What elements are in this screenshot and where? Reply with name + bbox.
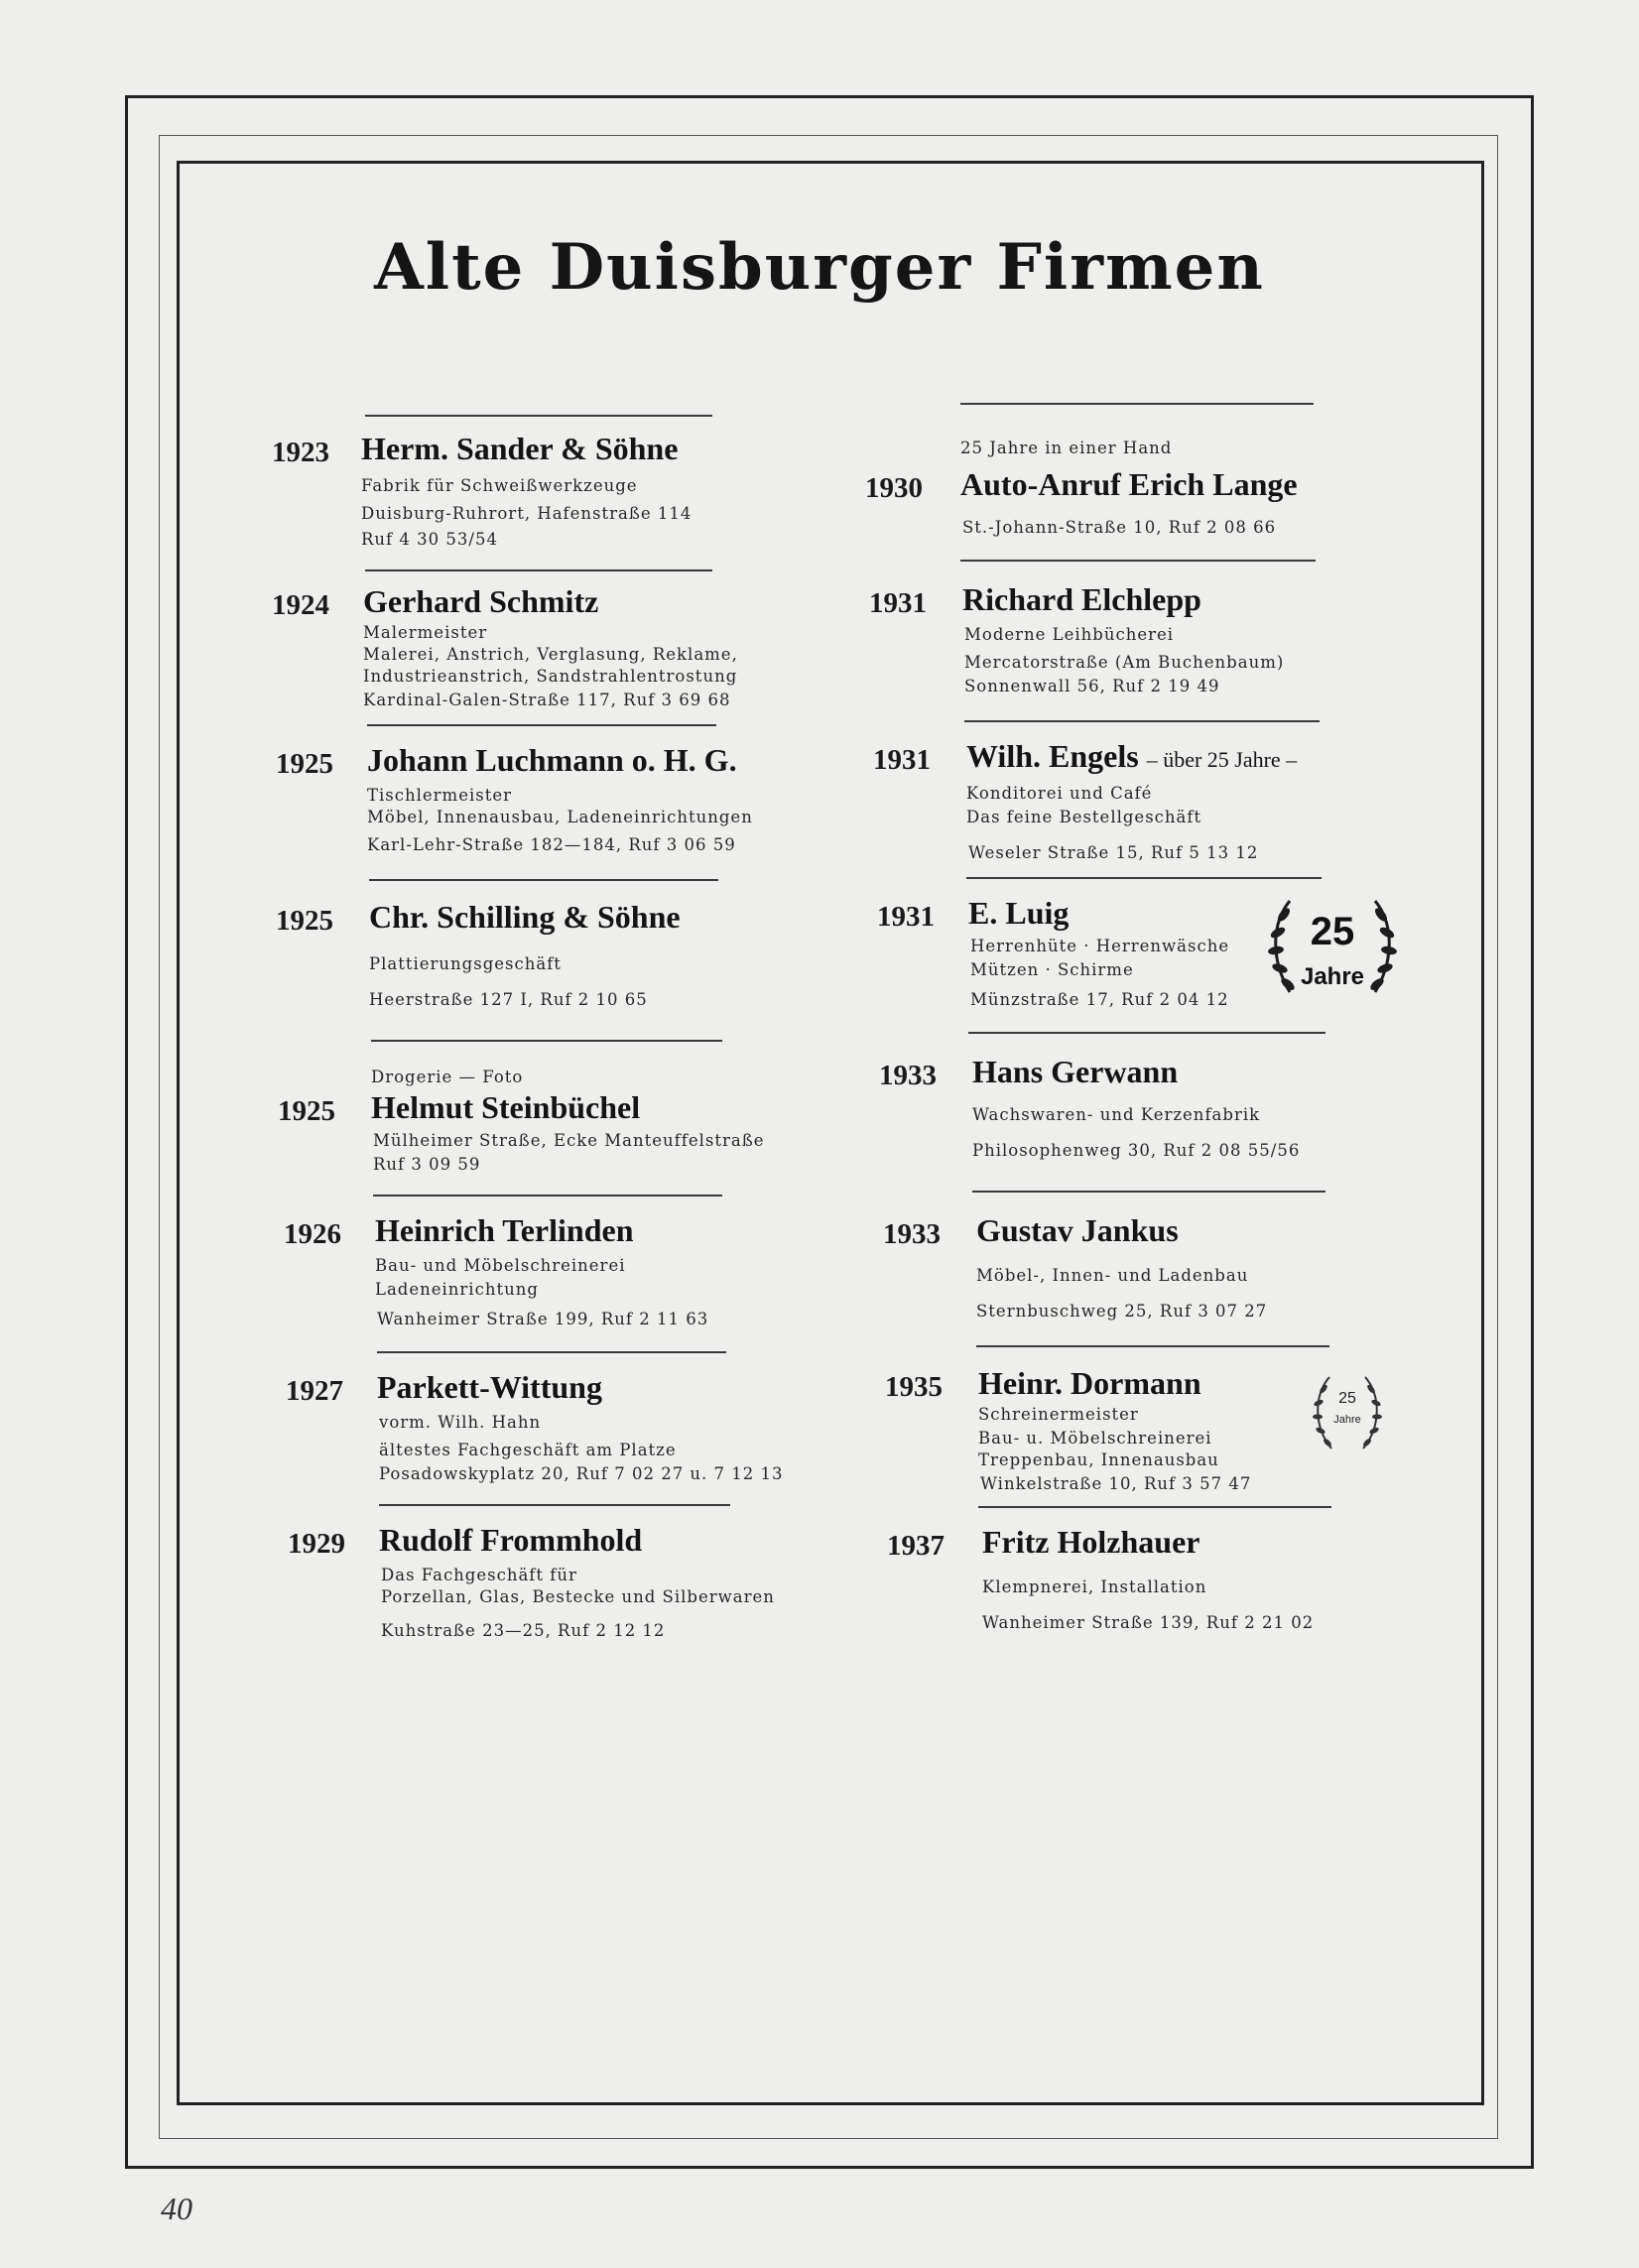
firm-year: 1935 [885,1371,943,1403]
firm-name: Parkett-Wittung [377,1369,602,1405]
firm-detail: Ruf 3 09 59 [373,1155,481,1174]
firm-name: Rudolf Frommhold [379,1522,643,1558]
firm-detail: vorm. Wilh. Hahn [379,1413,542,1432]
firm-year: 1925 [276,748,333,780]
firm-detail: Plattierungsgeschäft [369,954,562,973]
firm-detail: ältestes Fachgeschäft am Platze [379,1441,677,1459]
firm-name: Fritz Holzhauer [982,1524,1200,1560]
anniversary-badge-25 [1308,1369,1387,1462]
firm-detail: Schreinermeister [978,1405,1139,1424]
firm-detail: Philosophenweg 30, Ruf 2 08 55/56 [972,1141,1301,1160]
firm-name: Auto-Anruf Erich Lange [960,466,1298,502]
firm-detail: Klempnerei, Installation [982,1577,1207,1596]
firm-detail: Moderne Leihbücherei [964,625,1175,644]
divider [966,877,1322,879]
firm-detail: Konditorei und Café [966,784,1153,803]
firm-detail: Malermeister [363,623,488,642]
divider [367,724,716,726]
firm-detail: Industrieanstrich, Sandstrahlentrostung [363,667,738,686]
firm-year: 1924 [272,589,329,621]
firm-year: 1925 [278,1095,335,1127]
firm-year: 1933 [883,1218,941,1250]
firm-name: Herm. Sander & Söhne [361,431,679,466]
firm-detail: Treppenbau, Innenausbau [978,1450,1219,1469]
divider [365,569,712,571]
divider [960,560,1316,562]
firm-detail: Heerstraße 127 I, Ruf 2 10 65 [369,990,648,1009]
firm-detail: Kuhstraße 23—25, Ruf 2 12 12 [381,1621,666,1640]
divider [968,1032,1325,1034]
page-number: 40 [161,2191,192,2226]
divider [369,879,718,881]
divider [365,415,712,417]
firm-detail: Mützen · Schirme [970,960,1134,979]
firm-detail: Wanheimer Straße 139, Ruf 2 21 02 [982,1613,1315,1632]
firm-name: Heinr. Dormann [978,1365,1201,1401]
firm-name: E. Luig [968,895,1070,931]
firm-year: 1937 [887,1530,945,1562]
firm-name: Hans Gerwann [972,1054,1179,1089]
firm-year: 1930 [865,472,923,504]
firm-name: Gustav Jankus [976,1212,1179,1248]
firm-detail: Wachswaren- und Kerzenfabrik [972,1105,1261,1124]
firm-detail: Möbel-, Innen- und Ladenbau [976,1266,1249,1285]
firm-name: Helmut Steinbüchel [371,1089,641,1125]
divider [964,720,1320,722]
badge-number: 25 [1338,1390,1356,1407]
divider [379,1504,730,1506]
firm-year: 1931 [873,744,931,776]
firm-name: Gerhard Schmitz [363,583,599,619]
firm-detail: Weseler Straße 15, Ruf 5 13 12 [968,843,1259,862]
firm-detail: Möbel, Innenausbau, Ladeneinrichtungen [367,808,753,826]
firm-detail: St.-Johann-Straße 10, Ruf 2 08 66 [962,518,1277,537]
firm-detail: Malerei, Anstrich, Verglasung, Reklame, [363,645,738,664]
firm-year: 1923 [272,437,329,468]
firm-year: 1929 [288,1528,345,1560]
firm-detail: Karl-Lehr-Straße 182—184, Ruf 3 06 59 [367,835,736,854]
firm-pretitle: 25 Jahre in einer Hand [960,439,1173,457]
divider [960,403,1314,405]
firm-detail: Winkelstraße 10, Ruf 3 57 47 [980,1474,1252,1493]
firm-name: Heinrich Terlinden [375,1212,634,1248]
laurel-wreath-icon [1260,893,1405,1012]
firm-detail: Ladeneinrichtung [375,1280,539,1299]
firm-pretitle: Drogerie — Foto [371,1068,524,1086]
firm-detail: Posadowskyplatz 20, Ruf 7 02 27 u. 7 12 13 [379,1464,784,1483]
firm-detail: Porzellan, Glas, Bestecke und Silberwaren [381,1587,775,1606]
firm-name: Johann Luchmann o. H. G. [367,742,737,778]
divider [972,1191,1325,1193]
firm-name: Richard Elchlepp [962,581,1201,617]
firm-name-text: Wilh. Engels [966,738,1139,774]
firm-detail: Bau- u. Möbelschreinerei [978,1429,1212,1448]
divider [377,1351,726,1353]
firm-name: Chr. Schilling & Söhne [369,899,681,935]
firm-name-suffix: – über 25 Jahre – [1146,747,1298,772]
firm-detail: Münzstraße 17, Ruf 2 04 12 [970,990,1229,1009]
firm-detail: Tischlermeister [367,786,512,805]
firm-year: 1925 [276,905,333,937]
firm-detail: Fabrik für Schweißwerkzeuge [361,476,638,495]
firm-detail: Das feine Bestellgeschäft [966,808,1202,826]
firm-year: 1933 [879,1060,937,1091]
firm-detail: Kardinal-Galen-Straße 117, Ruf 3 69 68 [363,691,731,709]
firm-detail: Herrenhüte · Herrenwäsche [970,937,1230,955]
anniversary-badge-25 [1260,893,1405,1016]
firm-year: 1931 [877,901,935,933]
badge-word: Jahre [1300,963,1365,990]
firm-detail: Wanheimer Straße 199, Ruf 2 11 63 [377,1310,709,1328]
firm-year: 1931 [869,587,927,619]
badge-word: Jahre [1333,1414,1361,1426]
firm-detail: Ruf 4 30 53/54 [361,530,498,549]
badge-number: 25 [1310,910,1355,953]
page-title: Alte Duisburger Firmen [374,230,1265,305]
firm-detail: Bau- und Möbelschreinerei [375,1256,626,1275]
firm-year: 1926 [284,1218,341,1250]
divider [373,1195,722,1197]
divider [371,1040,722,1042]
firm-detail: Sternbuschweg 25, Ruf 3 07 27 [976,1302,1268,1321]
firm-detail: Mercatorstraße (Am Buchenbaum) [964,653,1285,672]
divider [976,1345,1329,1347]
laurel-wreath-icon [1308,1369,1387,1458]
firm-name [966,738,1297,775]
divider [978,1506,1331,1508]
firm-detail: Sonnenwall 56, Ruf 2 19 49 [964,677,1220,695]
firm-year: 1927 [286,1375,343,1407]
firm-detail: Das Fachgeschäft für [381,1566,577,1584]
firm-detail: Mülheimer Straße, Ecke Manteuffelstraße [373,1131,765,1150]
firm-detail: Duisburg-Ruhrort, Hafenstraße 114 [361,504,693,523]
